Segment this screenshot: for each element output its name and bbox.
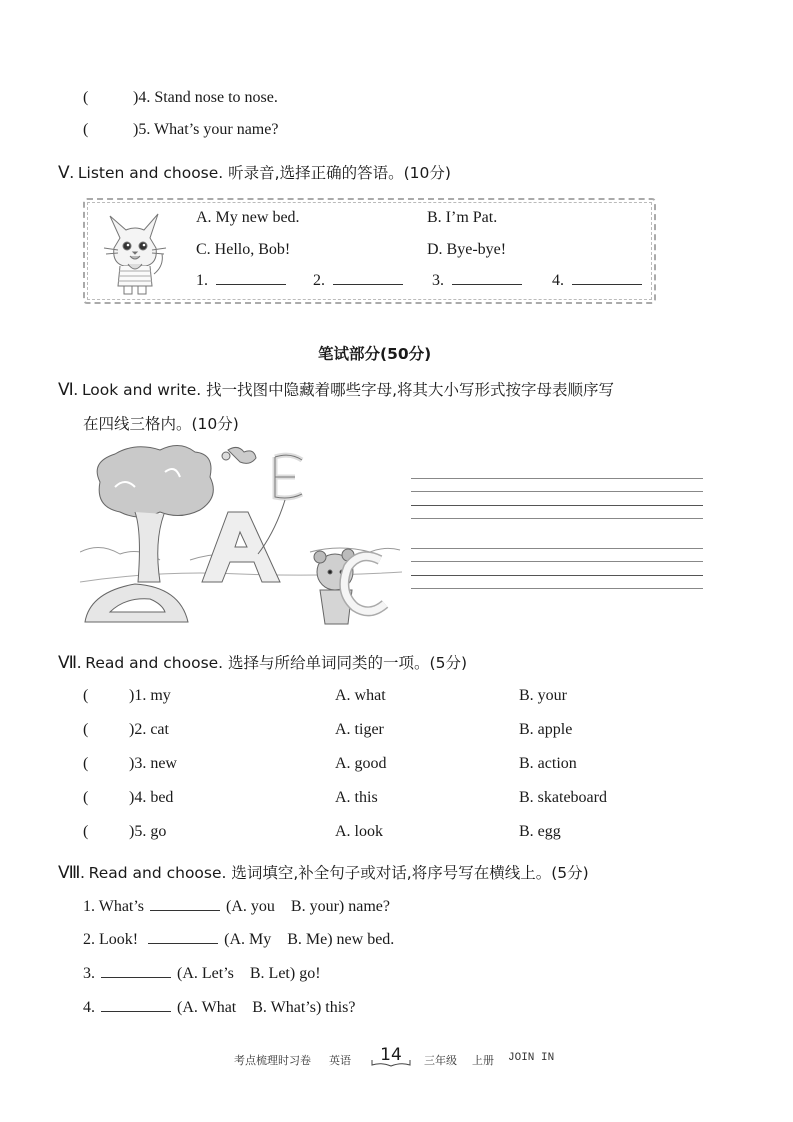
answer-line[interactable] [101,976,171,978]
blank-number: 4. [552,272,564,289]
item-options: (A. My B. Me) new bed. [224,931,395,948]
answer-paren[interactable]: ( [83,823,89,840]
question-word: )4. bed [129,789,174,806]
answer-blank-2[interactable] [313,272,403,290]
section-title: Read and choose. 选择与所给单词同类的一项。(5分) [85,654,467,672]
option-b: B. action [519,755,577,772]
answer-blank-4[interactable] [552,272,642,290]
option-c: C. Hello, Bob! [196,241,291,258]
blank-number: 3. [432,272,444,289]
item-prefix: 4. [83,999,95,1016]
blank-number: 2. [313,272,325,289]
question-word: )2. cat [129,721,169,738]
option-b: B. apple [519,721,573,738]
answer-paren[interactable]: ( [83,687,89,704]
cat-illustration [100,208,170,296]
question-text: )5. What’s your name? [133,121,279,138]
answer-line[interactable] [148,942,218,944]
answer-line[interactable] [216,283,286,285]
answer-blank-3[interactable] [432,272,522,290]
four-line-grid-1[interactable] [411,478,703,520]
option-b: B. egg [519,823,561,840]
item-prefix: 2. Look! [83,931,139,948]
answer-paren[interactable]: ( [83,755,89,772]
footer-book-title: 考点梳理时习卷 [234,1055,311,1067]
section-heading-8 [58,861,589,883]
answer-line[interactable] [572,283,642,285]
answer-paren[interactable]: ( [83,121,89,138]
section-title: Read and choose. 选词填空,补全句子或对话,将序号写在横线上。(5分) [88,864,589,882]
section-heading-7 [58,651,467,673]
answer-paren[interactable]: ( [83,721,89,738]
option-b: B. your [519,687,567,704]
section-title: Listen and choose. 听录音,选择正确的答语。(10分) [77,164,451,182]
footer-subject: 英语 [329,1055,351,1067]
option-d: D. Bye-bye! [427,241,507,258]
answer-line[interactable] [150,909,220,911]
blank-number: 1. [196,272,208,289]
section-number: Ⅴ. [58,163,74,182]
fill-item-1 [83,898,390,916]
option-a: A. what [335,687,386,704]
section-title-cont: 在四线三格内。(10分) [83,415,239,433]
item-options: (A. you B. your) name? [226,898,390,915]
item-prefix: 3. [83,965,95,982]
item-options: (A. Let’s B. Let) go! [177,965,321,982]
footer-volume: 上册 [472,1055,494,1067]
option-a: A. tiger [335,721,384,738]
section-number: Ⅶ. [58,653,82,672]
fill-item-4 [83,999,356,1017]
option-a: A. this [335,789,378,806]
letters-scene-illustration [80,442,402,634]
answer-line[interactable] [101,1010,171,1012]
option-b: B. skateboard [519,789,607,806]
question-word: )5. go [129,823,167,840]
answer-paren[interactable]: ( [83,789,89,806]
item-prefix: 1. What’s [83,898,145,915]
footer-grade: 三年级 [424,1055,457,1067]
section-heading-6 [58,378,614,400]
question-row [83,89,278,107]
open-book-icon [371,1060,411,1070]
option-a: A. good [335,755,387,772]
footer-series: JOIN IN [508,1052,555,1064]
answer-paren[interactable]: ( [83,89,89,106]
written-part-title: 笔试部分(50分) [318,345,432,363]
option-a: A. look [335,823,383,840]
option-b: B. I’m Pat. [427,209,498,226]
page-number: 14 [380,1045,402,1065]
section-number: Ⅵ. [58,380,78,399]
answer-line[interactable] [333,283,403,285]
section-title: Look and write. 找一找图中隐藏着哪些字母,将其大小写形式按字母表顺序写 [81,381,615,399]
answer-blank-1[interactable] [196,272,286,290]
item-options: (A. What B. What’s) this? [177,999,356,1016]
section-heading-5 [58,161,451,183]
answer-line[interactable] [452,283,522,285]
question-word: )3. new [129,755,177,772]
fill-item-3 [83,965,321,983]
four-line-grid-2[interactable] [411,548,703,590]
question-text: )4. Stand nose to nose. [133,89,278,106]
section-number: Ⅷ. [58,863,85,882]
question-row [83,121,278,139]
fill-item-2 [83,931,394,949]
option-a: A. My new bed. [196,209,300,226]
question-word: )1. my [129,687,171,704]
